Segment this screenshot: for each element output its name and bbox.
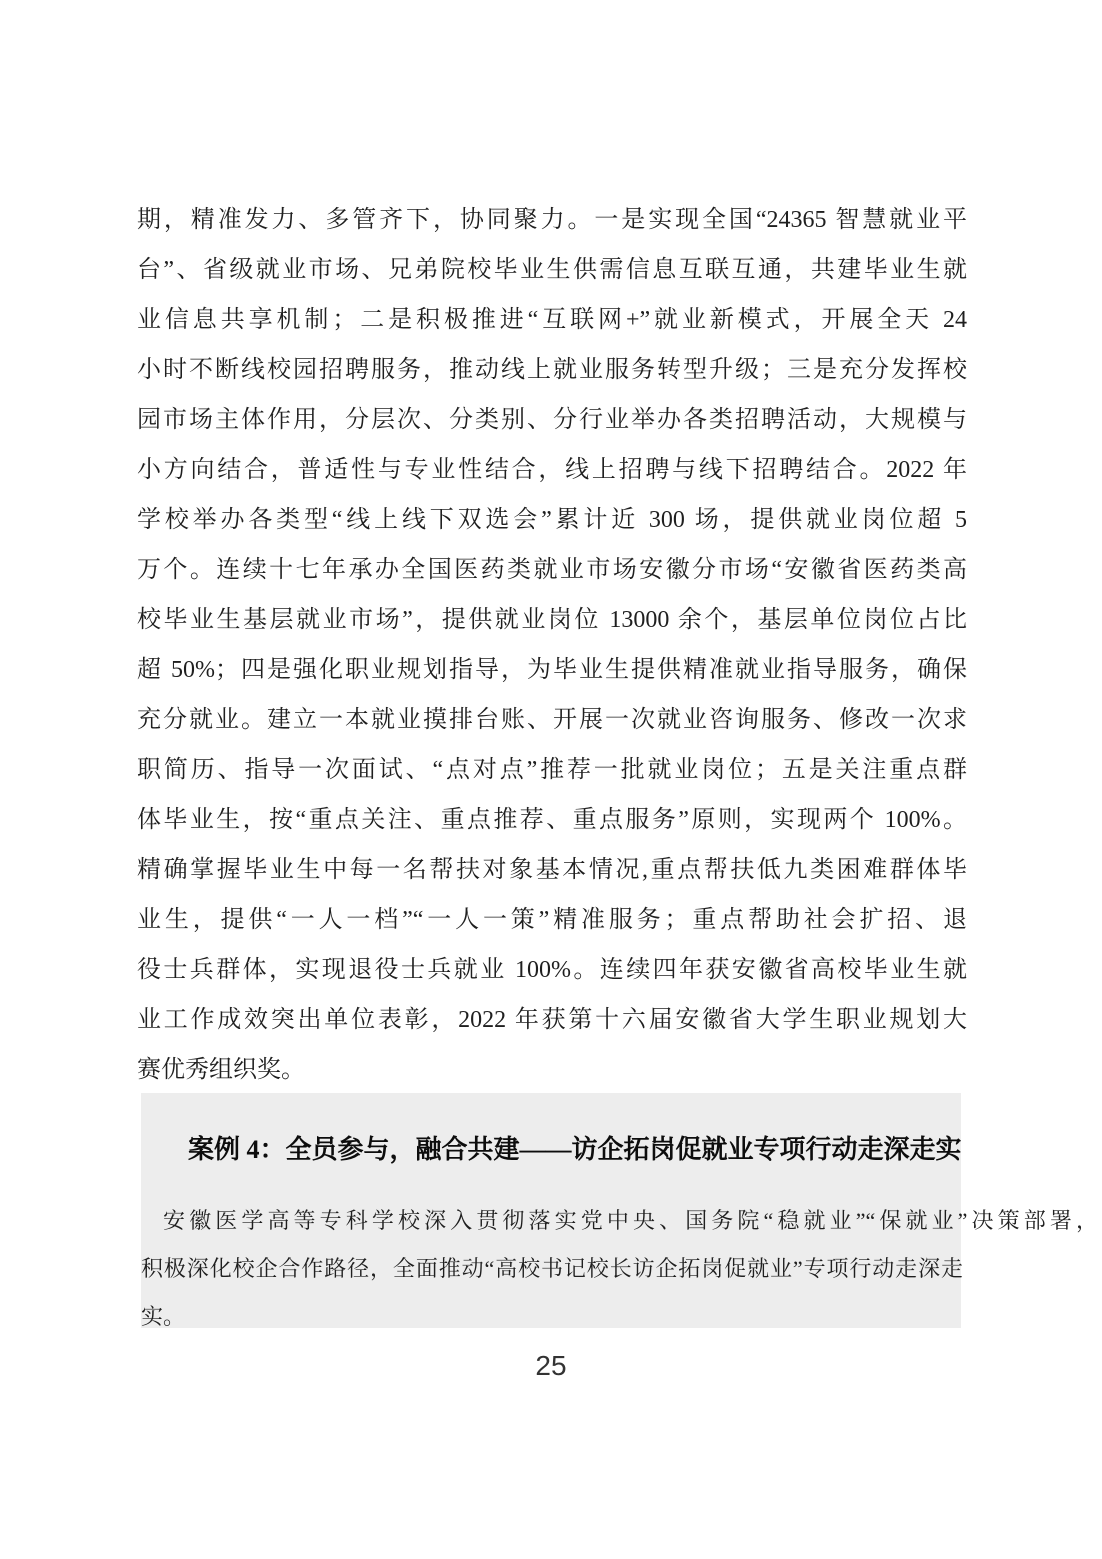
body-text-line: 学校举办各类型“线上线下双选会”累计近 300 场，提供就业岗位超 5 xyxy=(137,507,967,533)
body-text-line: 业生，提供“一人一档”“一人一策”精准服务；重点帮助社会扩招、退 xyxy=(137,907,967,933)
case-paragraph-line: 实。 xyxy=(141,1304,186,1329)
body-text-line: 体毕业生，按“重点关注、重点推荐、重点服务”原则，实现两个 100%。 xyxy=(137,807,967,833)
body-text-line: 万个。连续十七年承办全国医药类就业市场安徽分市场“安徽省医药类高 xyxy=(137,557,967,583)
body-text-line: 业信息共享机制；二是积极推进“互联网+”就业新模式，开展全天 24 xyxy=(137,307,967,333)
body-text-line: 期，精准发力、多管齐下，协同聚力。一是实现全国“24365 智慧就业平 xyxy=(137,207,967,233)
case-paragraph-line: 安徽医学高等专科学校深入贯彻落实党中央、国务院“稳就业”“保就业”决策部署， xyxy=(163,1208,1098,1233)
case-title: 案例 4：全员参与，融合共建——访企拓岗促就业专项行动走深走实 xyxy=(188,1135,962,1164)
body-text-line: 职简历、指导一次面试、“点对点”推荐一批就业岗位；五是关注重点群 xyxy=(137,757,967,783)
body-text-line: 超 50%；四是强化职业规划指导，为毕业生提供精准就业指导服务，确保 xyxy=(137,657,967,683)
body-text-line: 业工作成效突出单位表彰，2022 年获第十六届安徽省大学生职业规划大 xyxy=(137,1007,967,1033)
body-text-line: 台”、省级就业市场、兄弟院校毕业生供需信息互联互通，共建毕业生就 xyxy=(137,257,967,283)
body-text-line: 役士兵群体，实现退役士兵就业 100%。连续四年获安徽省高校毕业生就 xyxy=(137,957,967,983)
body-text-line: 充分就业。建立一本就业摸排台账、开展一次就业咨询服务、修改一次求 xyxy=(137,707,967,733)
case-paragraph-line: 积极深化校企合作路径，全面推动“高校书记校长访企拓岗促就业”专项行动走深走 xyxy=(141,1256,963,1281)
body-text-line: 精确掌握毕业生中每一名帮扶对象基本情况,重点帮扶低九类困难群体毕 xyxy=(137,857,967,883)
body-text-line: 小方向结合，普适性与专业性结合，线上招聘与线下招聘结合。2022 年 xyxy=(137,457,967,483)
body-text-line: 赛优秀组织奖。 xyxy=(137,1057,305,1083)
body-text-line: 校毕业生基层就业市场”，提供就业岗位 13000 余个，基层单位岗位占比 xyxy=(137,607,967,633)
page-number: 25 xyxy=(535,1350,567,1381)
body-paragraph xyxy=(137,195,967,1095)
body-text-line: 小时不断线校园招聘服务，推动线上就业服务转型升级；三是充分发挥校 xyxy=(137,357,967,383)
body-text-line: 园市场主体作用，分层次、分类别、分行业举办各类招聘活动，大规模与 xyxy=(137,407,967,433)
